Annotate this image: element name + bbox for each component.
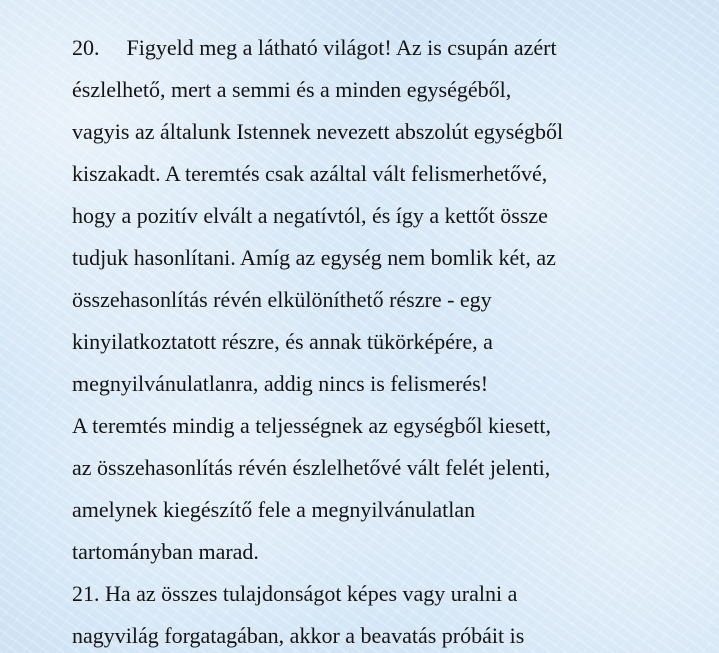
text-line: megnyilvánulatlanra, addig nincs is felismerés! (72, 371, 489, 396)
text-line: amelynek kiegészítő fele a megnyilvánulatlan (72, 497, 476, 522)
text-line: kiszakadt. A teremtés csak azáltal vált felismerhetővé, (72, 161, 548, 186)
text-line: A teremtés mindig a teljességnek az egységből kiesett, (72, 413, 551, 438)
line-text: Figyeld meg a látható világot! Az is csupán azért (126, 35, 557, 60)
text-line: hogy a pozitív elvált a negatívtól, és így a kettőt össze (72, 203, 548, 228)
text-line: nagyvilág forgatagában, akkor a beavatás próbáit is (72, 623, 525, 648)
text-line: tartományban marad. (72, 539, 259, 564)
text-line (72, 27, 672, 69)
text-line: vagyis az általunk Istennek nevezett abszolút egységből (72, 119, 564, 144)
text-line: észlelhető, mert a semmi és a minden egységéből, (72, 77, 512, 102)
text-line: összehasonlítás révén elkülöníthető részre - egy (72, 287, 492, 312)
text-line: kinyilatkoztatott részre, és annak tükörképére, a (72, 329, 493, 354)
text-line: tudjuk hasonlítani. Amíg az egység nem bomlik két, az (72, 245, 556, 270)
body-text (72, 27, 672, 653)
text-line: az összehasonlítás révén észlelhetővé vált felét jelenti, (72, 455, 551, 480)
text-line: 21. Ha az összes tulajdonságot képes vagy uralni a (72, 581, 518, 606)
paragraph-number: 20. (72, 35, 100, 60)
